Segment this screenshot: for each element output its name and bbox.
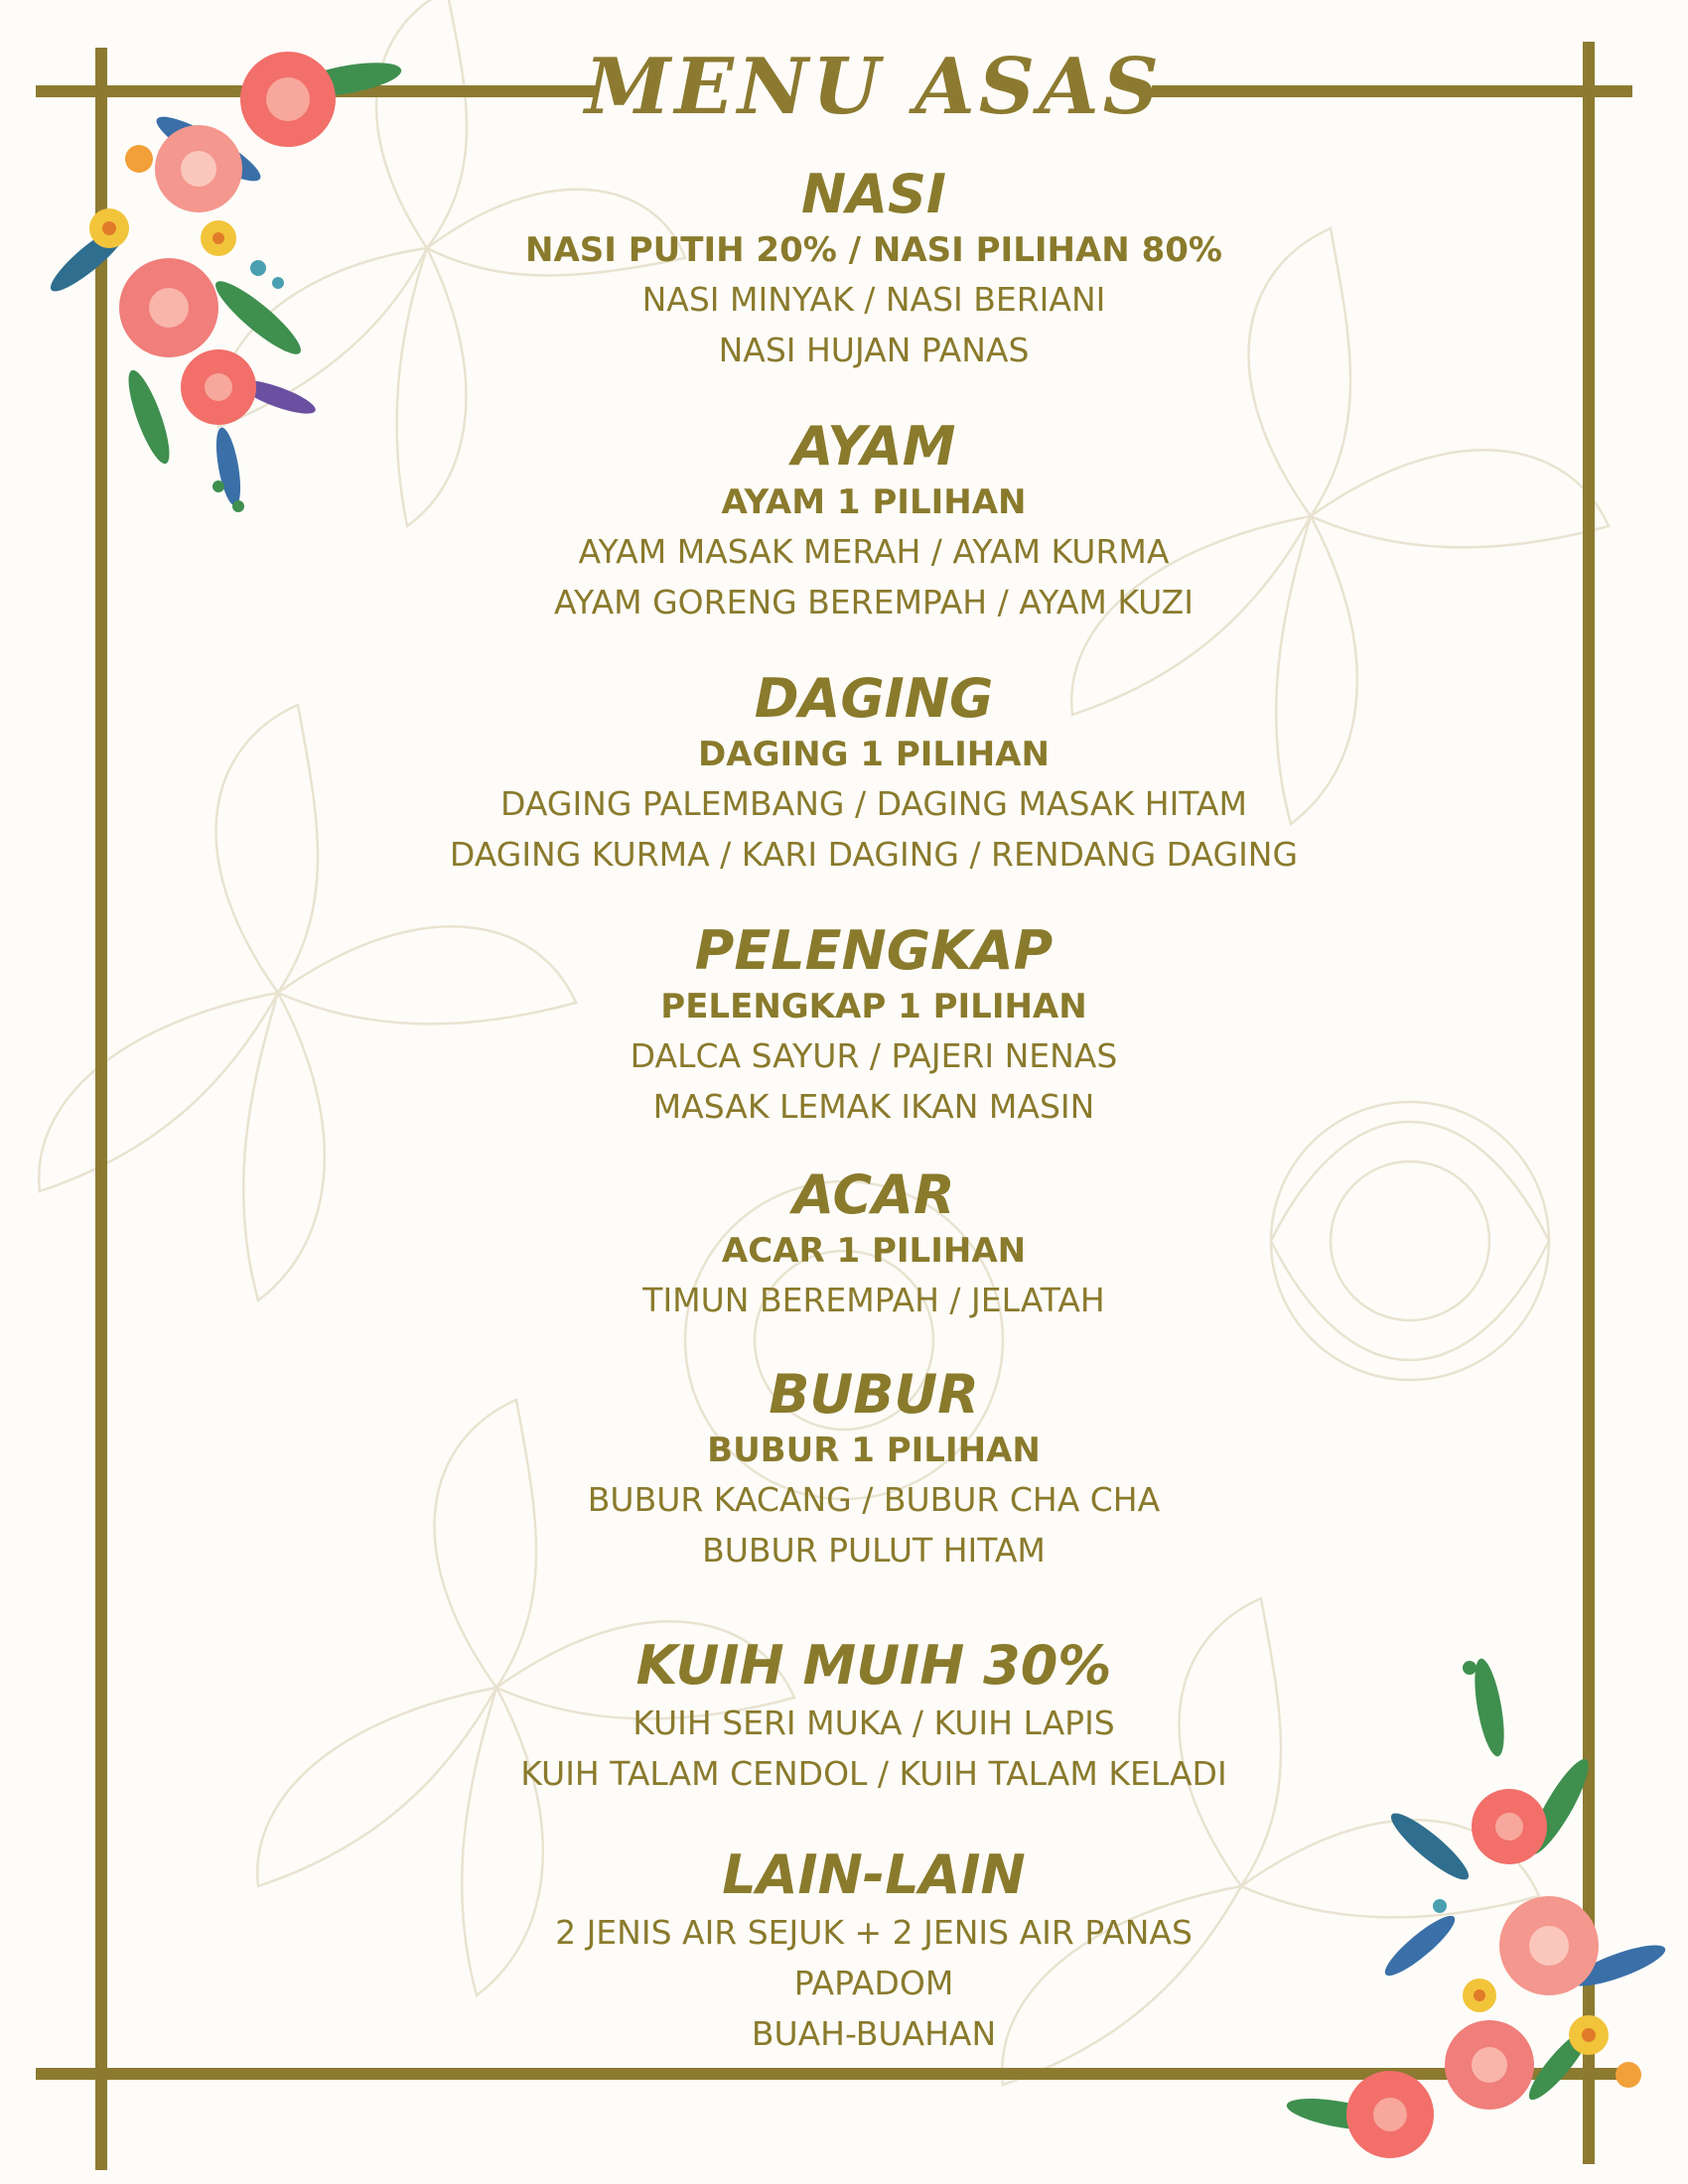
menu-item: BUBUR KACANG / BUBUR CHA CHA [587,1480,1161,1519]
section-title: KUIH MUIH 30% [635,1634,1112,1697]
section-subtitle: PELENGKAP 1 PILIHAN [660,987,1087,1026]
section-title: NASI [801,163,946,225]
section-title: PELENGKAP [694,919,1054,982]
section-nasi [328,163,1420,375]
section-subtitle: DAGING 1 PILIHAN [698,735,1050,774]
menu-item: NASI MINYAK / NASI BERIANI [641,280,1106,319]
menu-item: MASAK LEMAK IKAN MASIN [652,1087,1095,1126]
section-subtitle: ACAR 1 PILIHAN [721,1231,1027,1271]
menu-item: BUAH-BUAHAN [751,2014,997,2053]
menu-item: AYAM GORENG BEREMPAH / AYAM KUZI [553,583,1195,621]
page-title: MENU ASAS [585,42,1163,132]
section-ayam [328,415,1420,627]
menu-item: BUBUR PULUT HITAM [702,1531,1046,1570]
menu-item: KUIH SERI MUKA / KUIH LAPIS [633,1704,1115,1742]
section-subtitle: NASI PUTIH 20% / NASI PILIHAN 80% [525,230,1222,270]
menu-item: 2 JENIS AIR SEJUK + 2 JENIS AIR PANAS [555,1913,1193,1952]
section-kuih-muih [328,1634,1420,1799]
menu-item: TIMUN BEREMPAH / JELATAH [642,1281,1105,1319]
menu-item: DAGING KURMA / KARI DAGING / RENDANG DAGING [449,835,1299,874]
section-subtitle: AYAM 1 PILIHAN [721,482,1027,522]
section-subtitle: BUBUR 1 PILIHAN [707,1431,1041,1470]
section-bubur [328,1363,1420,1575]
section-title: AYAM [791,415,956,478]
menu-item: KUIH TALAM CENDOL / KUIH TALAM KELADI [520,1754,1227,1793]
section-acar [328,1163,1420,1325]
section-title: LAIN-LAIN [722,1843,1026,1906]
section-title: DAGING [754,667,994,730]
menu-item: DAGING PALEMBANG / DAGING MASAK HITAM [500,784,1247,823]
menu-item: PAPADOM [793,1964,954,2002]
menu-item: DALCA SAYUR / PAJERI NENAS [630,1036,1118,1075]
menu-item: AYAM MASAK MERAH / AYAM KURMA [578,532,1170,571]
section-lain-lain [328,1843,1420,2059]
section-title: BUBUR [769,1363,979,1426]
menu-item: NASI HUJAN PANAS [718,331,1030,369]
section-daging [328,667,1420,880]
section-title: ACAR [792,1163,955,1226]
section-pelengkap [328,919,1420,1132]
